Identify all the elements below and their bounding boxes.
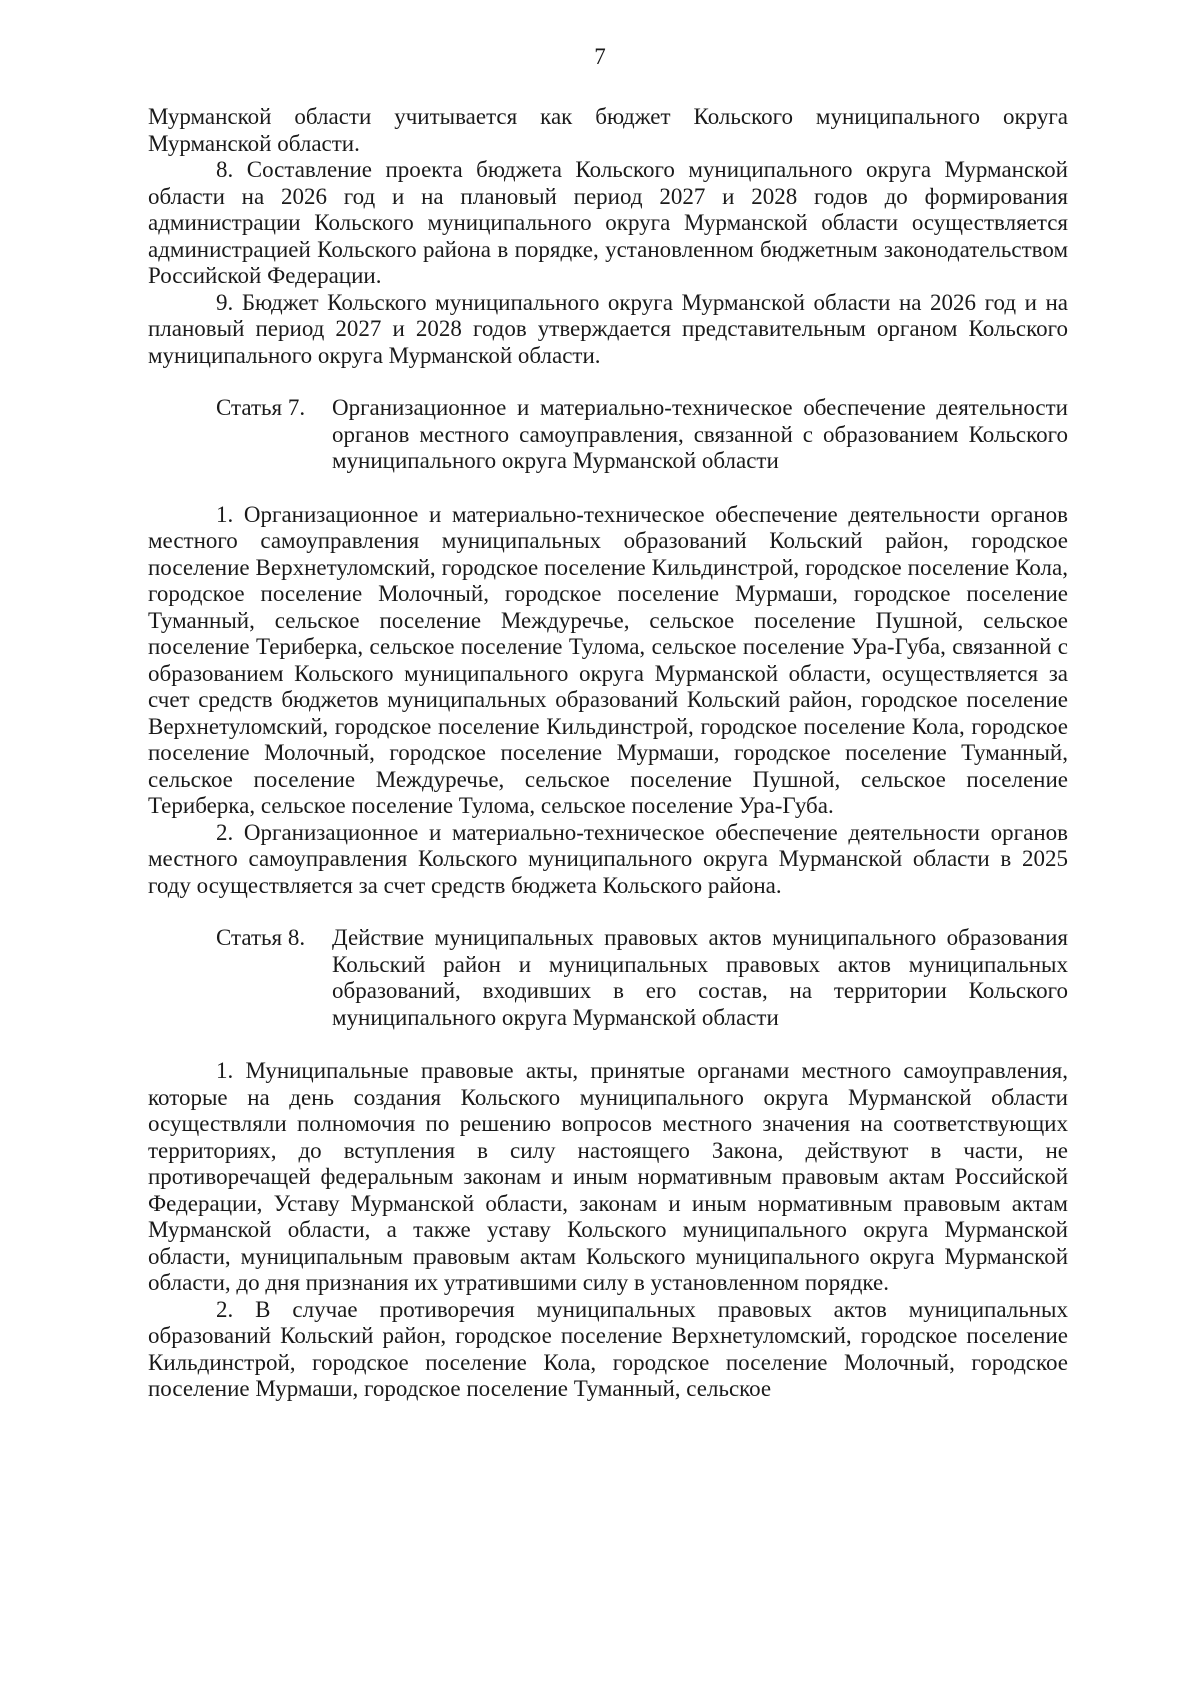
- article-7-title: Организационное и материально-техническое обеспечение деятельности органов местного самоуправления, связанной с образованием Кольского муниципального округа Мурманской области: [332, 395, 1068, 473]
- article-8-title: Действие муниципальных правовых актов муниципального образования Кольский район и муниципальных правовых актов муниципальных образований, входивших в его состав, на территории Кольского муниципального округа Мурманской области: [332, 925, 1068, 1030]
- paragraph-8: 8. Составление проекта бюджета Кольского муниципального округа Мурманской области на 2026 год и на плановый период 2027 и 2028 годов до формирования администрации Кольского муниципального округа Мурманской области осуществляется администрацией Кольского района в порядке, установленном бюджетным законодательством Российской Федерации.: [148, 157, 1068, 288]
- article-8-paragraph-2: 2. В случае противоречия муниципальных правовых актов муниципальных образований Кольский район, городское поселение Верхнетуломский, городское поселение Кильдинстрой, городское поселение Кола, городское поселение Молочный, городское поселение Мурмаши, городское поселение Туманный, сельское: [148, 1296, 1068, 1401]
- paragraph-9: 9. Бюджет Кольского муниципального округа Мурманской области на 2026 год и на плановый период 2027 и 2028 годов утверждается представительным органом Кольского муниципального округа Мурманской области.: [148, 289, 1068, 368]
- article-7-heading: [216, 395, 1068, 475]
- paragraph-intro: Мурманской области учитывается как бюджет Кольского муниципального округа Мурманской области.: [148, 104, 1068, 156]
- article-8-heading: [216, 925, 1068, 1031]
- spacer: [148, 1031, 1068, 1058]
- spacer: [148, 369, 1068, 395]
- document-body: [148, 104, 1068, 1403]
- article-7-label: Статья 7.: [216, 395, 306, 420]
- article-7-paragraph-2: 2. Организационное и материально-техническое обеспечение деятельности органов местного самоуправления Кольского муниципального округа Мурманской области в 2025 году осуществляется за счет средств бюджета Кольского района.: [148, 819, 1068, 898]
- spacer: [148, 475, 1068, 502]
- article-8-label: Статья 8.: [216, 925, 306, 950]
- article-8-paragraph-1: 1. Муниципальные правовые акты, принятые органами местного самоуправления, которые на день создания Кольского муниципального округа Мурманской области осуществляли полномочия по решению вопросов местного значения на соответствующих территориях, до вступления в силу настоящего Закона, действуют в части, не противоречащей федеральным законам и иным нормативным правовым актам Российской Федерации, Уставу Мурманской области, законам и иным нормативным правовым актам Мурманской области, а также уставу Кольского муниципального округа Мурманской области, муниципальным правовым актам Кольского муниципального округа Мурманской области, до дня признания их утратившими силу в установленном порядке.: [148, 1058, 1068, 1295]
- article-7-paragraph-1: 1. Организационное и материально-техническое обеспечение деятельности органов местного самоуправления муниципальных образований Кольский район, городское поселение Верхнетуломский, городское поселение Кильдинстрой, городское поселение Кола, городское поселение Молочный, городское поселение Мурмаши, городское поселение Туманный, сельское поселение Междуречье, сельское поселение Пушной, сельское поселение Териберка, сельское поселение Тулома, сельское поселение Ура-Губа, связанной с образованием Кольского муниципального округа Мурманской области, осуществляется за счет средств бюджетов муниципальных образований Кольский район, городское поселение Верхнетуломский, городское поселение Кильдинстрой, городское поселение Кола, городское поселение Молочный, городское поселение Мурмаши, городское поселение Туманный, сельское поселение Междуречье, сельское поселение Пушной, сельское поселение Териберка, сельское поселение Тулома, сельское поселение Ура-Губа.: [148, 501, 1068, 818]
- page-number: 7: [594, 44, 606, 69]
- spacer: [148, 899, 1068, 925]
